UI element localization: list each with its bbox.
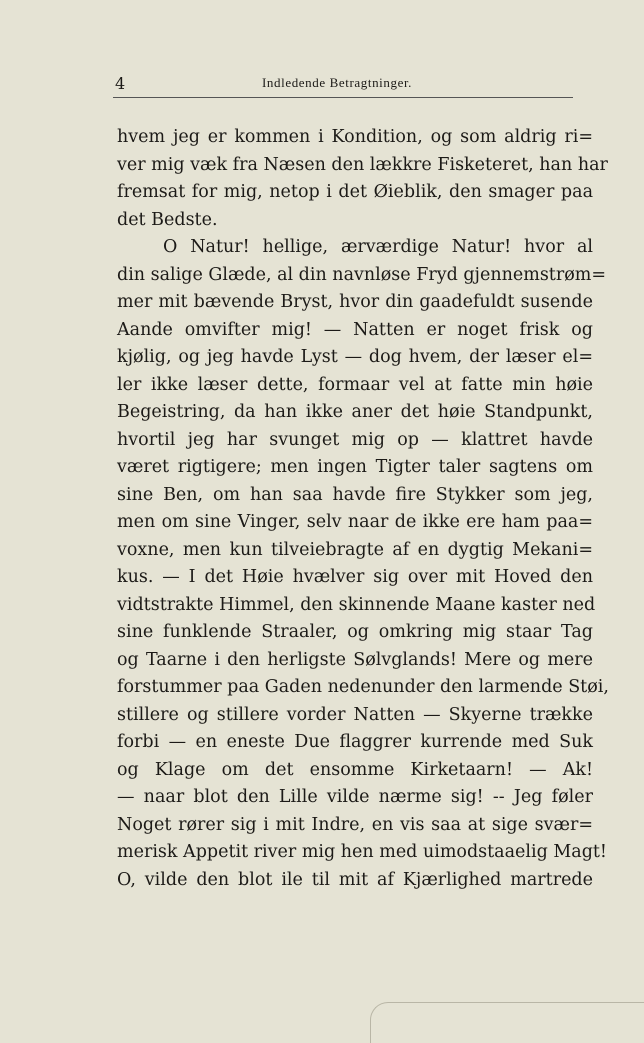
text-line: ver mig væk fra Næsen den lækkre Fisketeret, han har: [117, 154, 608, 175]
text-line: Begeistring, da han ikke aner det høie Standpunkt,: [117, 402, 593, 422]
text-line: det Bedste.: [117, 209, 218, 230]
text-line: sine Ben, om han saa havde fire Stykker som jeg,: [117, 484, 593, 505]
text-line: ler ikke læser dette, formaar vel at fatte min høie: [117, 374, 593, 395]
text-line: været rigtigere; men ingen Tigter taler sagtens om: [117, 457, 593, 477]
text-line: vidtstrakte Himmel, den skinnende Maane kaster ned: [117, 594, 596, 615]
text-line: stillere og stillere vorder Natten — Skyerne trække: [117, 704, 593, 725]
text-line: O, vilde den blot ile til mit af Kjærlighed martrede: [117, 869, 593, 890]
text-line: hvem jeg er kommen i Kondition, og som aldrig ri=: [117, 127, 593, 147]
text-line: forbi — en eneste Due flaggrer kurrende med Suk: [117, 732, 593, 752]
body-text: [117, 124, 609, 894]
text-line: fremsat for mig, netop i det Øieblik, den smager paa: [117, 182, 593, 202]
text-line: merisk Appetit river mig hen med uimodstaaelig Magt!: [117, 842, 607, 862]
text-line: kjølig, og jeg havde Lyst — dog hvem, der læser el=: [117, 347, 593, 367]
running-head: Indledende Betragtninger.: [262, 75, 413, 90]
text-line: din salige Glæde, al din navnløse Fryd gjennemstrøm=: [117, 264, 607, 285]
page-curl: [370, 1002, 644, 1043]
text-line: og Taarne i den herligste Sølvglands! Mere og mere: [117, 649, 593, 670]
page-number: 4: [115, 74, 126, 93]
text-line: hvortil jeg har svunget mig op — klattret havde: [117, 429, 593, 450]
text-line: forstummer paa Gaden nedenunder den larmende Støi,: [117, 677, 609, 697]
text-line: voxne, men kun tilveiebragte af en dygtig Mekani=: [117, 539, 593, 560]
text-line: mer mit bævende Bryst, hvor din gaadefuldt susende: [117, 292, 593, 312]
text-line: og Klage om det ensomme Kirketaarn! — Ak!: [117, 759, 593, 780]
text-line: sine funklende Straaler, og omkring mig staar Tag: [117, 622, 593, 642]
text-line: kus. — I det Høie hvælver sig over mit Hoved den: [117, 567, 593, 587]
text-line: men om sine Vinger, selv naar de ikke ere ham paa=: [117, 512, 593, 532]
text-line: O Natur! hellige, ærværdige Natur! hvor al: [163, 237, 593, 257]
header-rule: [113, 97, 573, 98]
text-line: Aande omvifter mig! — Natten er noget frisk og: [117, 319, 593, 340]
text-line: — naar blot den Lille vilde nærme sig! -- Jeg føler: [117, 787, 593, 807]
text-line: Noget rører sig i mit Indre, en vis saa at sige svær=: [117, 814, 593, 835]
